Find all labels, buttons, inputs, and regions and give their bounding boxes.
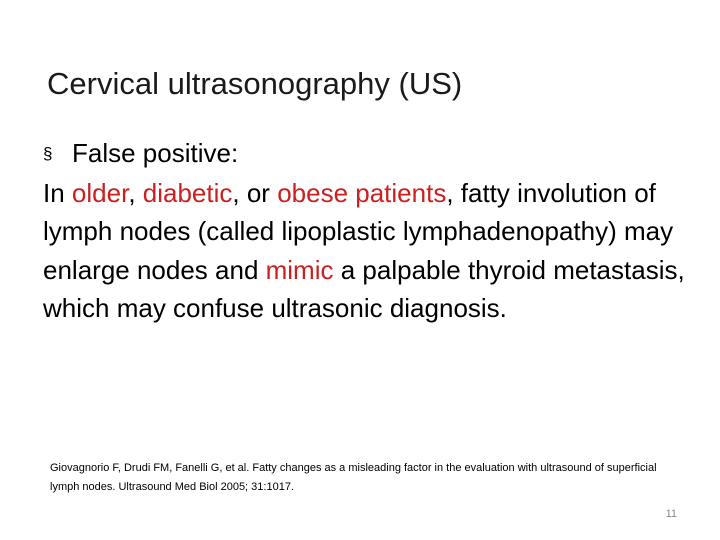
emphasis-diabetic: diabetic xyxy=(142,177,233,208)
page-number: 11 xyxy=(665,508,677,520)
slide-body xyxy=(43,134,693,328)
emphasis-older: older xyxy=(71,177,129,208)
paragraph-text: , xyxy=(128,177,143,208)
reference-citation: Giovagnorio F, Drudi FM, Fanelli G, et al. Fatty changes as a misleading factor in the evaluation with ultrasound of superficial lymph nodes. Ultrasound Med Biol 2005; 31:1017. xyxy=(50,462,657,493)
slide-title: Cervical ultrasonography (US) xyxy=(47,66,463,101)
bullet-text: False positive: xyxy=(72,138,239,168)
body-paragraph xyxy=(43,174,693,328)
paragraph-text: , or xyxy=(232,177,278,208)
bullet-marker: § xyxy=(43,144,53,163)
paragraph-text: , fatty involution of lymph nodes (called lipoplastic lymphadenopathy) may enlarge nodes and xyxy=(43,177,674,285)
emphasis-obese-patients: obese patients xyxy=(277,177,447,208)
paragraph-text: In xyxy=(43,177,72,208)
bullet-item xyxy=(43,134,693,174)
paragraph-text: a palpable thyroid metastasis, which may confuse ultrasonic diagnosis. xyxy=(43,254,685,323)
emphasis-mimic: mimic xyxy=(265,254,334,285)
